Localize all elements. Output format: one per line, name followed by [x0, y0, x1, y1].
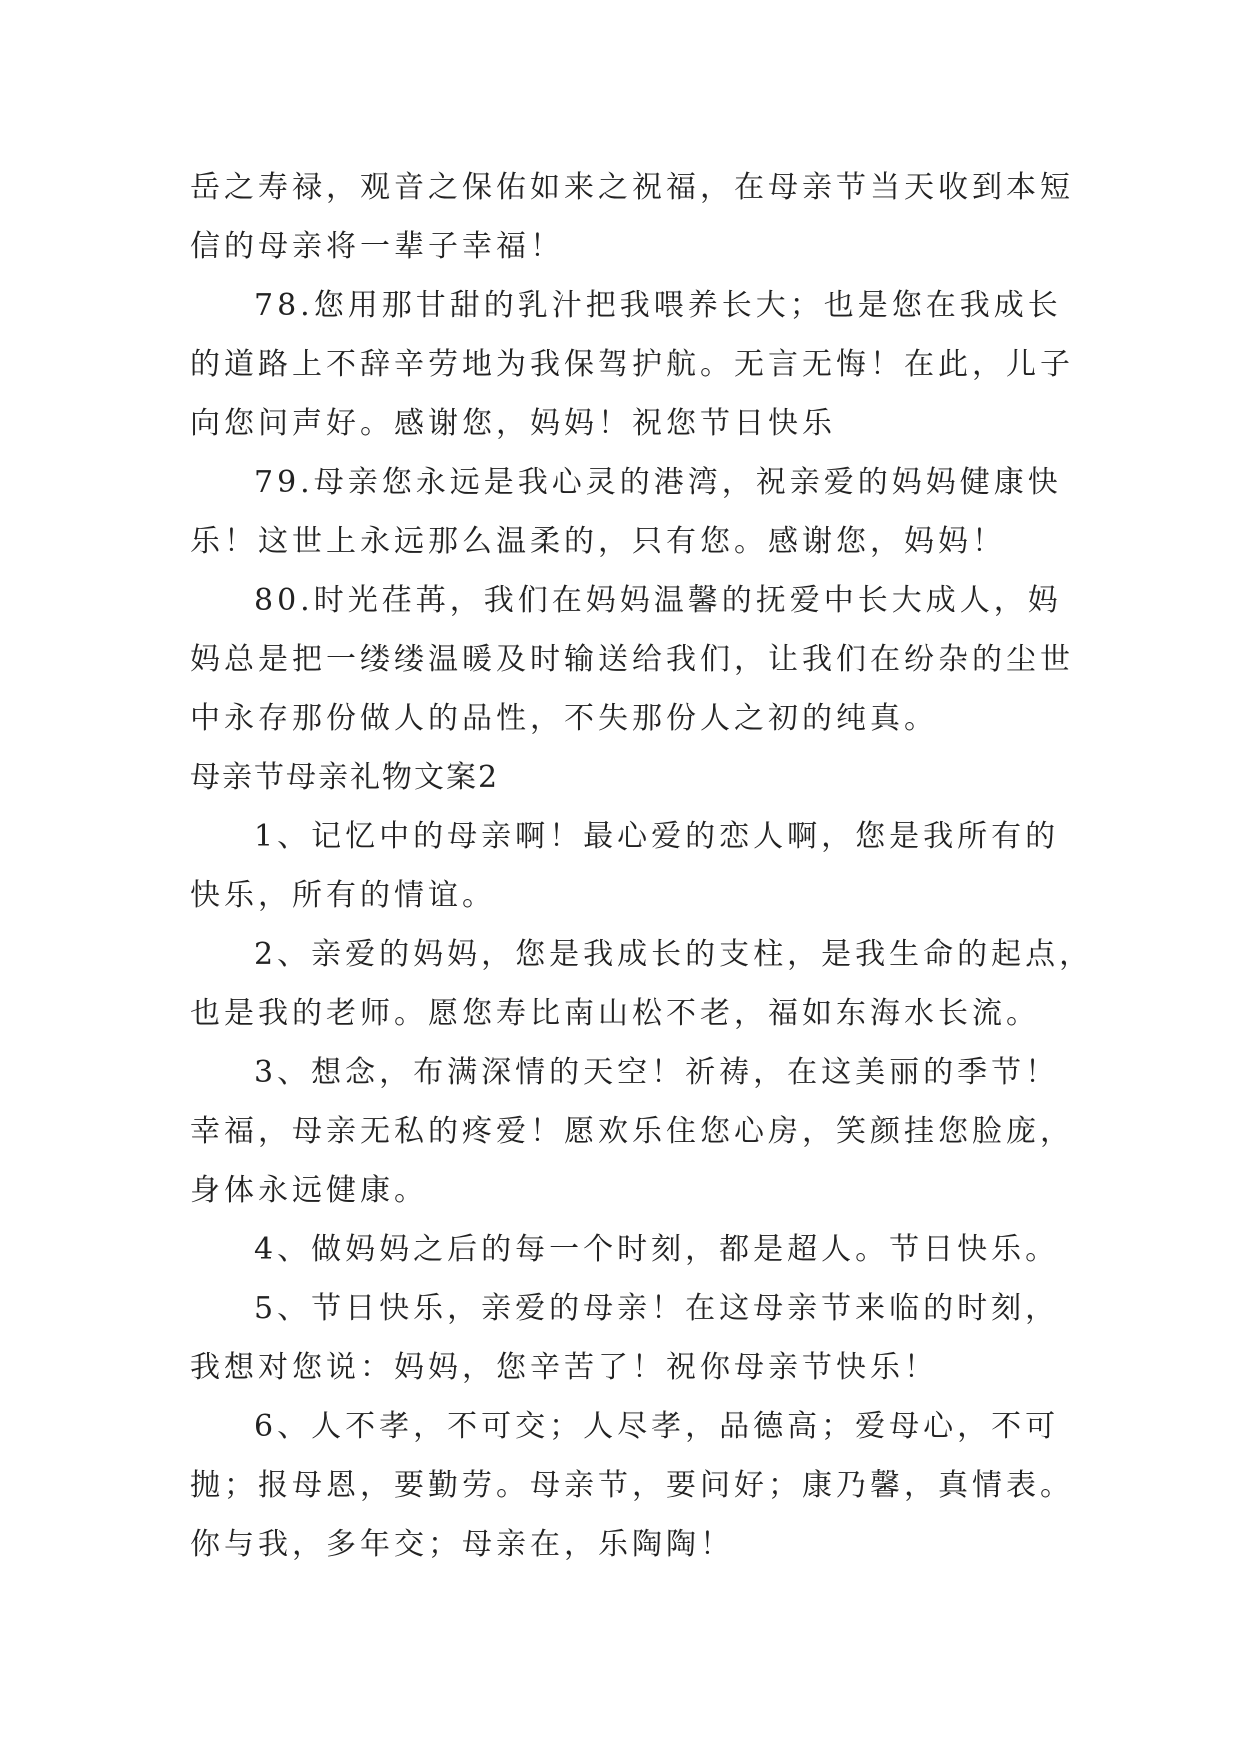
paragraph-line: 向您问声好。感谢您，妈妈！祝您节日快乐	[190, 406, 836, 441]
paragraph-line: 抛；报母恩，要勤劳。母亲节，要问好；康乃馨，真情表。	[190, 1468, 1074, 1503]
paragraph-line: 78.您用那甘甜的乳汁把我喂养长大；也是您在我成长	[254, 288, 1062, 323]
paragraph-line: 79.母亲您永远是我心灵的港湾，祝亲爱的妈妈健康快	[254, 465, 1062, 500]
paragraph-line: 我想对您说：妈妈，您辛苦了！祝你母亲节快乐！	[190, 1350, 938, 1385]
paragraph-line: 1、记忆中的母亲啊！最心爱的恋人啊，您是我所有的	[254, 819, 1060, 854]
paragraph-line: 乐！这世上永远那么温柔的，只有您。感谢您，妈妈！	[190, 524, 1006, 559]
paragraph-line: 幸福，母亲无私的疼爱！愿欢乐住您心房，笑颜挂您脸庞，	[190, 1114, 1074, 1149]
paragraph-line: 你与我，多年交；母亲在，乐陶陶！	[190, 1527, 734, 1562]
paragraph-line: 5、节日快乐，亲爱的母亲！在这母亲节来临的时刻，	[254, 1291, 1060, 1326]
paragraph-line: 中永存那份做人的品性，不失那份人之初的纯真。	[190, 701, 938, 736]
paragraph-line: 也是我的老师。愿您寿比南山松不老，福如东海水长流。	[190, 996, 1040, 1031]
paragraph-line: 3、想念，布满深情的天空！祈祷，在这美丽的季节！	[254, 1055, 1060, 1090]
paragraph-line: 6、人不孝，不可交；人尽孝，品德高；爱母心，不可	[254, 1409, 1060, 1444]
paragraph-line: 信的母亲将一辈子幸福！	[190, 229, 564, 264]
paragraph-line: 2、亲爱的妈妈，您是我成长的支柱，是我生命的起点，	[254, 937, 1094, 972]
paragraph-line: 快乐，所有的情谊。	[190, 878, 496, 913]
paragraph-line: 的道路上不辞辛劳地为我保驾护航。无言无悔！在此，儿子	[190, 347, 1074, 382]
section-heading: 母亲节母亲礼物文案2	[190, 760, 500, 795]
paragraph-line: 岳之寿禄，观音之保佑如来之祝福，在母亲节当天收到本短	[190, 170, 1074, 205]
document-body	[190, 158, 1094, 1574]
paragraph-line: 4、做妈妈之后的每一个时刻，都是超人。节日快乐。	[254, 1232, 1060, 1267]
paragraph-line: 身体永远健康。	[190, 1173, 428, 1208]
paragraph-line: 妈总是把一缕缕温暖及时输送给我们，让我们在纷杂的尘世	[190, 642, 1074, 677]
paragraph-line: 80.时光荏苒，我们在妈妈温馨的抚爱中长大成人，妈	[254, 583, 1062, 618]
